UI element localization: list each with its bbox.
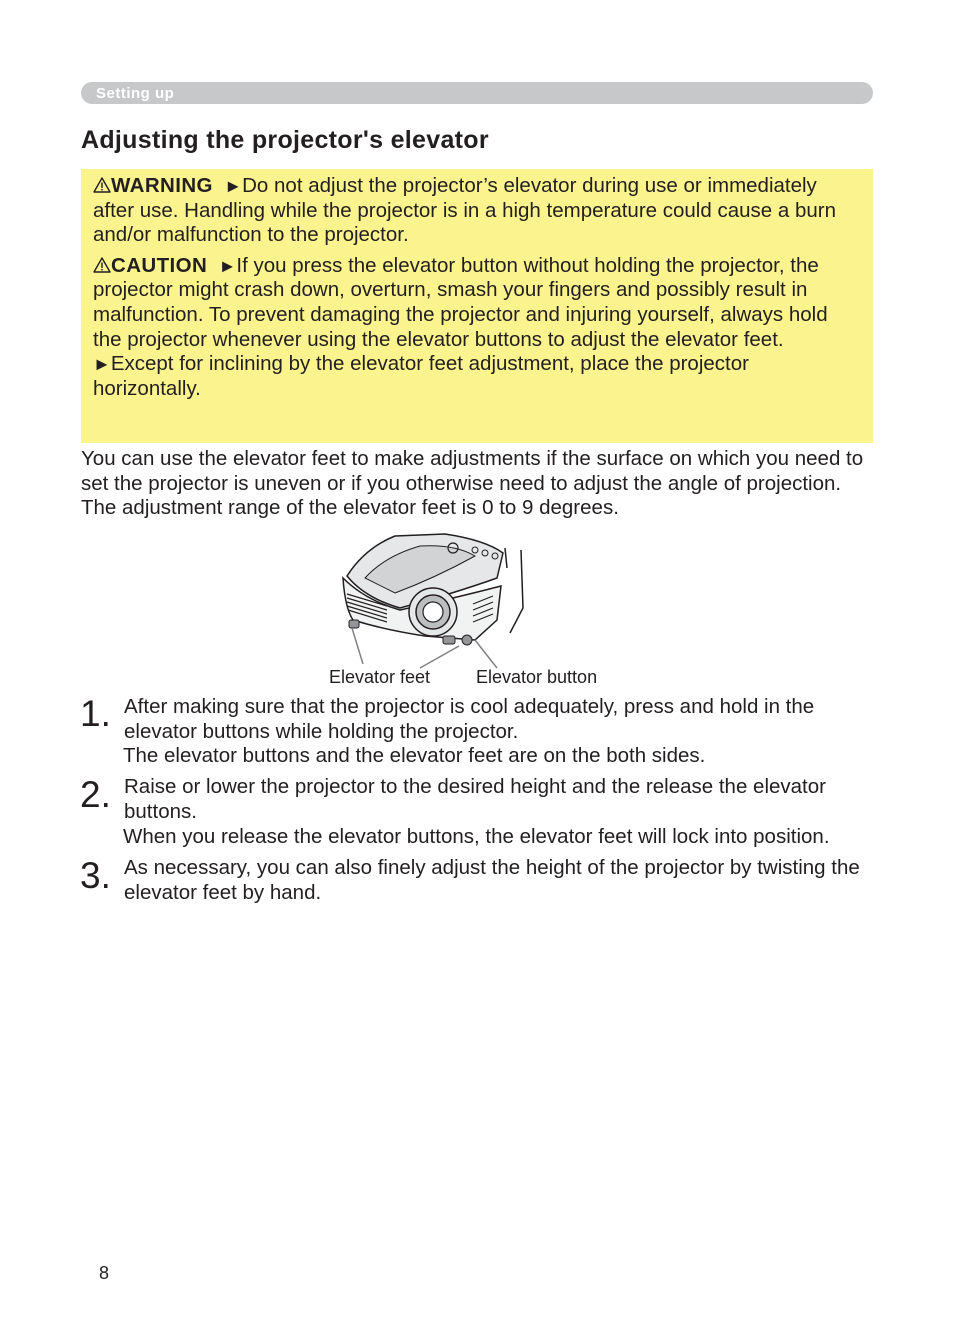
step-number: 1.: [80, 693, 111, 734]
section-header-label: Setting up: [96, 85, 175, 102]
warning-box: [81, 169, 873, 443]
warning-label: WARNING: [111, 174, 213, 197]
page-title: Adjusting the projector's elevator: [81, 126, 489, 154]
page-number: 8: [99, 1263, 110, 1283]
step-number: 2.: [80, 774, 111, 815]
arrow-icon: ►: [93, 354, 111, 375]
caution-label: CAUTION: [111, 253, 208, 277]
warning-triangle-icon: [93, 177, 111, 193]
section-header-bar: [81, 82, 873, 104]
caution-triangle-icon: [93, 257, 111, 273]
step-text: Raise or lower the projector to the desired height and the release the elevator buttons.: [124, 775, 826, 823]
warning-text: Do not adjust the projector’s elevator during use or immediately after use. Handling while the projector is in a high temperature could cause a burn and/or malfunction to the projector.: [93, 174, 836, 247]
step-note: The elevator buttons and the elevator feet are on the both sides.: [123, 744, 706, 767]
warning-paragraph: [93, 174, 861, 248]
intro-paragraph: You can use the elevator feet to make adjustments if the surface on which you need to set the projector is uneven or if you otherwise need to adjust the angle of projection. The adjustment range of the elevator feet is 0 to 9 degrees.: [81, 447, 864, 520]
elevator-button-caption: Elevator button: [476, 667, 598, 687]
arrow-icon: ►: [224, 176, 243, 196]
caution-text-1: If you press the elevator button without holding the projector, the projector might crash down, overturn, smash your fingers and possibly result in malfunction. To prevent damaging the projector and injuring yourself, always hold the projector whenever using the elevator buttons to adjust the elevator feet.: [93, 253, 828, 351]
caution-paragraph: [93, 254, 861, 352]
step-note: When you release the elevator buttons, the elevator feet will lock into position.: [123, 825, 830, 848]
elevator-feet-caption: Elevator feet: [329, 667, 431, 687]
step-text: After making sure that the projector is cool adequately, press and hold in the elevator buttons while holding the projector.: [124, 695, 815, 743]
step-text: As necessary, you can also finely adjust the height of the projector by twisting the elevator feet by hand.: [124, 856, 860, 904]
caution-text-2: Except for inclining by the elevator feet adjustment, place the projector horizontally.: [93, 352, 749, 400]
step-number: 3.: [80, 855, 111, 896]
caution-paragraph-2: [93, 352, 861, 401]
arrow-icon: ►: [218, 255, 237, 276]
